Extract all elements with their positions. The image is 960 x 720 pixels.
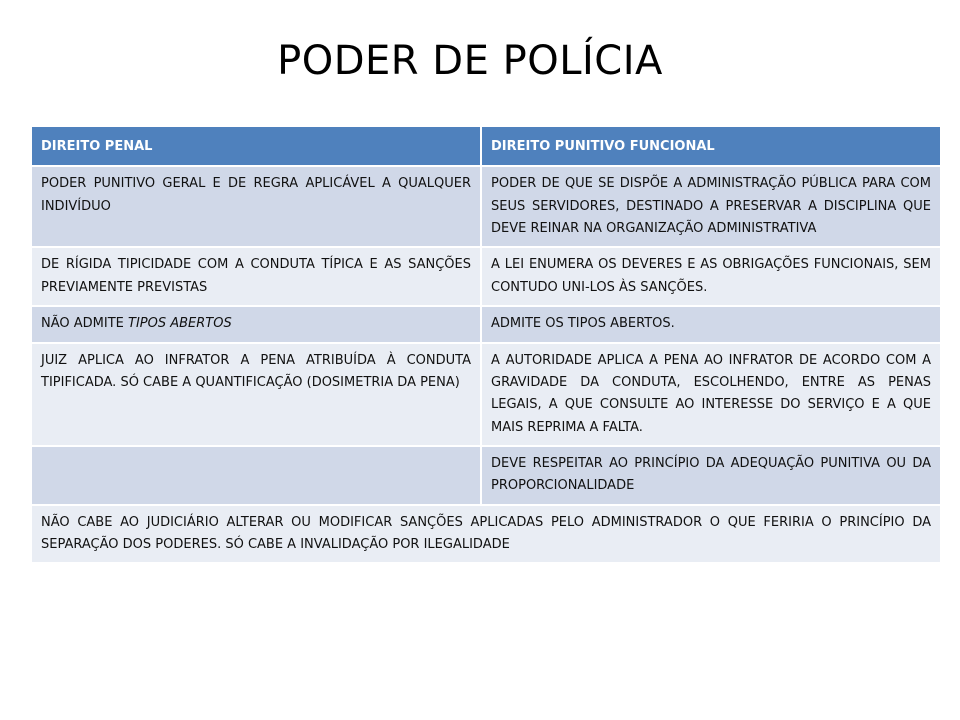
table-row [31, 306, 941, 342]
table-cell-left: JUIZ APLICA AO INFRATOR A PENA ATRIBUÍDA À CONDUTA TIPIFICADA. SÓ CABE A QUANTIFICAÇÃO (DOSIMETRIA DA PENA) [31, 343, 481, 446]
cell-text-italic: TIPOS ABERTOS [128, 316, 232, 332]
table-cell-right: A LEI ENUMERA OS DEVERES E AS OBRIGAÇÕES FUNCIONAIS, SEM CONTUDO UNI-LOS ÀS SANÇÕES. [481, 247, 941, 306]
table-row [31, 446, 941, 505]
table-cell-left [31, 306, 481, 342]
table-cell-left: DE RÍGIDA TIPICIDADE COM A CONDUTA TÍPICA E AS SANÇÕES PREVIAMENTE PREVISTAS [31, 247, 481, 306]
comparison-table [30, 127, 942, 564]
header-direito-punitivo-funcional: DIREITO PUNITIVO FUNCIONAL [481, 127, 941, 166]
table-cell-left-empty [31, 446, 481, 505]
table-footer-row [31, 505, 941, 564]
table-cell-right: DEVE RESPEITAR AO PRINCÍPIO DA ADEQUAÇÃO PUNITIVA OU DA PROPORCIONALIDADE [481, 446, 941, 505]
table-cell-left: PODER PUNITIVO GERAL E DE REGRA APLICÁVEL A QUALQUER INDIVÍDUO [31, 166, 481, 247]
table-header-row [31, 127, 941, 166]
table-cell-right: PODER DE QUE SE DISPÕE A ADMINISTRAÇÃO PÚBLICA PARA COM SEUS SERVIDORES, DESTINADO A PRESERVAR A DISCIPLINA QUE DEVE REINAR NA ORGANIZAÇÃO ADMINISTRATIVA [481, 166, 941, 247]
table-cell-right: A AUTORIDADE APLICA A PENA AO INFRATOR DE ACORDO COM A GRAVIDADE DA CONDUTA, ESCOLHENDO, ENTRE AS PENAS LEGAIS, A QUE CONSULTE AO INTERESSE DO SERVIÇO E A QUE MAIS REPRIMA A FALTA. [481, 343, 941, 446]
table-cell-right: ADMITE OS TIPOS ABERTOS. [481, 306, 941, 342]
cell-text: NÃO ADMITE [41, 316, 128, 332]
table-footer-cell: NÃO CABE AO JUDICIÁRIO ALTERAR OU MODIFICAR SANÇÕES APLICADAS PELO ADMINISTRADOR O QUE FERIRIA O PRINCÍPIO DA SEPARAÇÃO DOS PODERES. SÓ CABE A INVALIDAÇÃO POR ILEGALIDADE [31, 505, 941, 564]
table-row [31, 166, 941, 247]
slide-title: PODER DE POLÍCIA [277, 38, 663, 84]
table-row [31, 247, 941, 306]
table-row [31, 343, 941, 446]
header-direito-penal: DIREITO PENAL [31, 127, 481, 166]
